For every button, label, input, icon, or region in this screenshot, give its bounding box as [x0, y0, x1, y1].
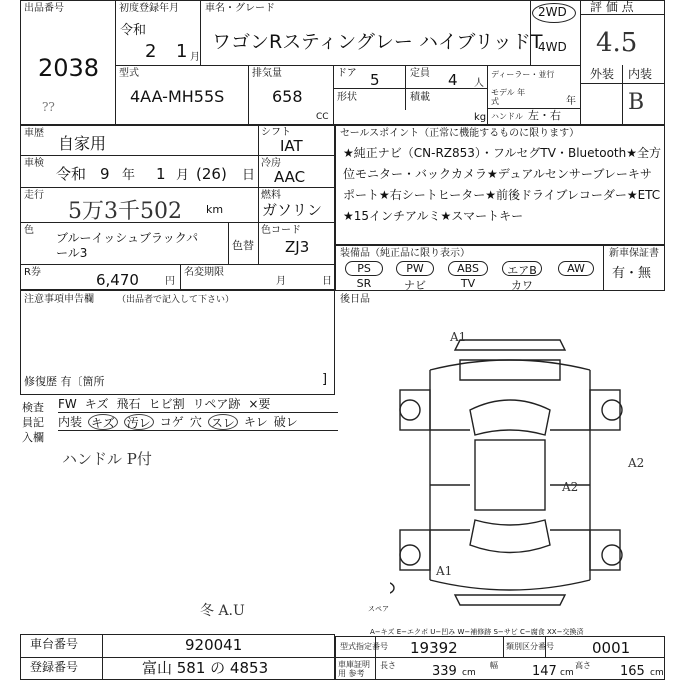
car-name: ワゴンRスティングレー ハイブリッドT [212, 31, 543, 53]
ac: AAC [274, 168, 306, 186]
selling-points-title: セールスポイント（正常に機能するものに限ります） [340, 128, 580, 139]
capacity-unit: 人 [474, 78, 484, 89]
width-label: 幅 [490, 661, 498, 670]
shape-label: 形状 [337, 92, 357, 103]
inspection-year-unit: 年 [122, 168, 136, 183]
inspector-row1 [58, 396, 338, 413]
inspection-era: 令和 [56, 165, 87, 183]
reg-label: 登録番号 [30, 660, 79, 674]
length: 339 [432, 664, 457, 679]
damage-legend: A−キズ E−エクボ U−凹み W−補修跡 S−サビ C−腐食 XX−交換済 [370, 628, 584, 636]
recycle-label: R券 [24, 267, 41, 278]
mileage: 5万3千502 [68, 199, 182, 224]
row2-hole: 穴 [189, 415, 202, 429]
row2-scratch: キズ [88, 414, 118, 430]
selling-points-text: ★純正ナビ（CN-RZ853）・フルセグTV・Bluetooth★全方位モニター・バックカメラ★デュアルセンサーブレーキサポート★右シートヒーター★前後ドライブレコーダー★ETC★15インチアルミ★スマートキー [343, 146, 661, 223]
repair-label: 修復歴 有〔箇所 [24, 375, 105, 388]
rating-label: 評 価 点 [590, 0, 634, 14]
equipment-title: 装備品（純正品に限り表示） [340, 248, 470, 259]
row2-stain: 汚レ [124, 414, 154, 430]
reg-month: 1 [176, 41, 188, 62]
handle-label: ハンドル [491, 112, 523, 121]
row1-repair: リペア跡 [192, 397, 241, 411]
recycle-fee: 6,470 [96, 271, 139, 289]
capacity: 4 [448, 71, 458, 89]
mileage-unit: km [206, 203, 224, 216]
inspection-day: (26) [196, 165, 227, 183]
chassis-number: 920041 [185, 636, 243, 654]
equip-airbag: エアB [507, 264, 537, 277]
ac-label: 冷房 [261, 158, 281, 169]
fuel: ガソリン [262, 201, 323, 219]
height-unit: cm [650, 668, 664, 678]
equip-pw: PW [406, 262, 424, 275]
row1-scratch: キズ [84, 397, 109, 411]
first-reg-label: 初度登録年月 [119, 3, 179, 14]
notes-label: 注意事項申告欄 [24, 294, 94, 305]
color-line2: ール3 [56, 246, 88, 260]
row2-interior: 内装 [58, 415, 83, 429]
lot-handwritten: ?? [42, 100, 55, 114]
notes-sub: （出品者で記入して下さい） [117, 295, 235, 305]
after-label: 後日品 [340, 294, 370, 305]
damage-mark-right: A2 [628, 456, 645, 470]
handle-value: 左・右 [528, 109, 561, 122]
model-year-unit: 年 [566, 96, 576, 107]
model: 4AA-MH55S [130, 87, 225, 106]
displacement-unit: CC [316, 112, 329, 122]
capacity-label: 定員 [410, 68, 430, 79]
era: 令和 [120, 23, 147, 38]
color-change-label: 色替 [232, 239, 254, 252]
displacement-label: 排気量 [252, 68, 282, 79]
reg-year: 2 [145, 41, 157, 62]
inspection-label: 車検 [24, 158, 44, 169]
row2-cut: キレ [243, 415, 268, 429]
inspection-year: 9 [100, 165, 110, 183]
damage-mark-mid: A2 [562, 480, 579, 494]
width-unit: cm [560, 668, 574, 678]
equip-aw: AW [567, 262, 585, 275]
equip-abs: ABS [457, 262, 479, 275]
displacement: 658 [272, 87, 303, 106]
row2-tear: 破レ [273, 415, 298, 429]
shift: IAT [280, 137, 303, 155]
equip-airbag-sub: カワ [511, 279, 533, 292]
exterior-label: 外装 [590, 67, 615, 81]
inspector-row2 [58, 414, 338, 431]
handwritten-note-1: ハンドル P付 [62, 450, 152, 468]
name-change-day-unit: 日 [322, 276, 332, 287]
month-unit: 月 [190, 52, 200, 63]
repair-close: ] [322, 372, 328, 387]
spare-label: スペア [368, 605, 389, 613]
interior-label: 内装 [628, 67, 653, 81]
mileage-label: 走行 [24, 190, 44, 201]
doors: 5 [370, 71, 380, 89]
class-label: 類別区分番号 [506, 642, 554, 651]
name-change-label: 名変期限 [184, 267, 224, 278]
inspection-month: 1 [156, 165, 166, 183]
equip-pw-sub: ナビ [404, 279, 426, 292]
lot-label: 出品番号 [24, 3, 64, 14]
new-car-warranty-label: 新車保証書 [609, 248, 659, 259]
height: 165 [620, 664, 645, 679]
type-cert: 19392 [410, 639, 458, 657]
loadcap-label: 積載 [410, 92, 430, 103]
loadcap-unit: kg [474, 112, 487, 123]
usage: 自家用 [58, 134, 107, 153]
fuel-label: 燃料 [261, 190, 281, 201]
registration: 富山 581 の 4853 [142, 659, 269, 677]
row2-burn: コゲ [159, 415, 184, 429]
car-name-label: 車名・グレード [205, 3, 275, 14]
lot-number: 2038 [38, 54, 100, 82]
usage-label: 車歴 [24, 128, 44, 139]
height-label: 高さ [575, 661, 591, 670]
color-code: ZJ3 [285, 238, 310, 256]
row1-fw: FW [58, 397, 77, 411]
inspection-month-unit: 月 [176, 168, 190, 183]
color-code-label: 色コード [261, 225, 301, 236]
new-car-warranty-value: 有・無 [612, 266, 652, 281]
handwritten-note-2: 冬 A.U [200, 603, 245, 619]
color-line1: ブルーイッシュブラックパ [56, 231, 199, 245]
doors-label: ドア [337, 68, 357, 79]
row1-chip: 飛石 [116, 397, 141, 411]
ref-label: 車庫証明用 参考 [338, 660, 370, 678]
dealer-label: ディーラー・並行 [491, 70, 555, 79]
chassis-label: 車台番号 [30, 637, 79, 651]
equip-ps: PS [357, 262, 371, 275]
damage-mark-front: A1 [450, 330, 467, 344]
color-label: 色 [24, 225, 34, 236]
inspection-day-unit: 日 [242, 168, 256, 183]
recycle-unit: 円 [165, 276, 175, 287]
width: 147 [532, 664, 557, 679]
interior-grade: B [628, 90, 645, 115]
class-num: 0001 [592, 639, 631, 657]
drive-2wd: 2WD [538, 5, 567, 19]
inspector-label: 検査員記入欄 [22, 401, 44, 444]
length-unit: cm [462, 668, 476, 678]
row1-need: ×要 [248, 397, 271, 411]
damage-mark-left: A1 [436, 564, 453, 578]
length-label: 長さ [380, 661, 396, 670]
row2-rub: スレ [208, 414, 238, 430]
model-year-label: モデル 年式 [491, 88, 526, 106]
model-label: 型式 [119, 68, 139, 79]
drive-4wd: 4WD [538, 40, 567, 54]
rating-value: 4.5 [596, 28, 638, 58]
equip-ps-sub: SR [356, 277, 372, 290]
car-diagram [390, 330, 670, 620]
shift-label: シフト [261, 127, 291, 138]
row1-crack: ヒビ割 [148, 397, 185, 411]
name-change-unit: 月 [276, 276, 286, 287]
equip-abs-sub: TV [460, 277, 476, 290]
type-cert-label: 型式指定番号 [340, 642, 388, 651]
